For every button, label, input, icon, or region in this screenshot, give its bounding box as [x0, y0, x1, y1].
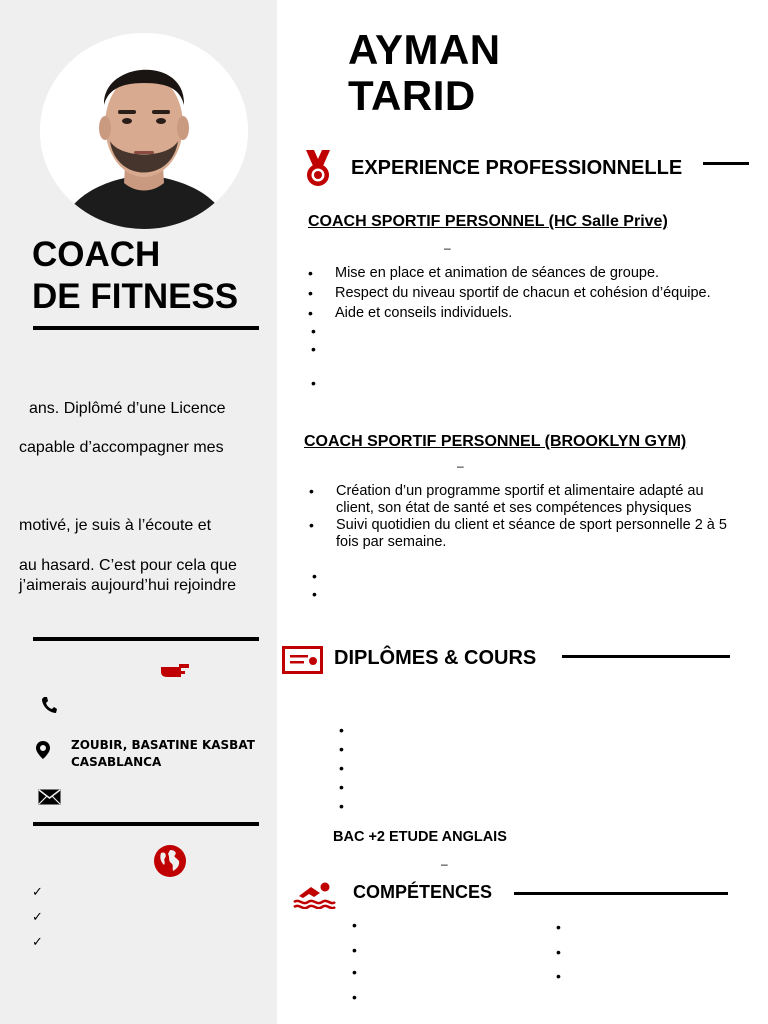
diplomas-section-title: DIPLÔMES & COURS: [334, 647, 537, 669]
diploma-dash: –: [441, 857, 448, 871]
job-2-bullets: [309, 483, 733, 551]
list-item: • Mise en place et animation de séances de groupe.: [308, 263, 748, 283]
phone-icon: [41, 696, 57, 714]
last-name: TARID: [348, 72, 476, 119]
check-mark: ✓: [32, 909, 43, 924]
job-title-line1: COACH: [32, 235, 161, 274]
empty-bullet: •: [312, 568, 317, 584]
about-line: motivé, je suis à l’écoute et: [19, 517, 212, 534]
empty-bullet: •: [556, 919, 561, 935]
diploma-icon: [282, 646, 323, 674]
profile-photo: [40, 33, 248, 229]
list-item: • Aide et conseils individuels.: [308, 303, 748, 323]
empty-bullet: •: [352, 964, 357, 980]
empty-bullet: •: [556, 944, 561, 960]
experience-title-rule: [703, 162, 749, 165]
location-pin-icon: [36, 741, 50, 759]
job-title: [32, 234, 238, 318]
empty-bullet: •: [339, 741, 344, 757]
about-line: ans. Diplômé d’une Licence: [29, 400, 226, 417]
contact-divider-bottom: [33, 822, 259, 826]
empty-bullet: •: [339, 798, 344, 814]
hand-pointing-icon: [159, 661, 191, 681]
full-name: [348, 27, 501, 119]
address-line1: ZOUBIR, BASATINE KASBAT: [71, 738, 255, 752]
skills-title-rule: [514, 892, 728, 895]
swimmer-icon: [293, 881, 336, 909]
empty-bullet: •: [312, 586, 317, 602]
skills-section-title: COMPÉTENCES: [353, 882, 493, 902]
medal-icon: [303, 149, 333, 188]
empty-bullet: •: [352, 917, 357, 933]
empty-bullet: •: [556, 968, 561, 984]
empty-bullet: •: [311, 341, 316, 357]
list-item: • Respect du niveau sportif de chacun et cohésion d’équipe.: [308, 283, 748, 303]
diploma-entry: BAC +2 ETUDE ANGLAIS: [333, 829, 507, 845]
first-name: AYMAN: [348, 26, 501, 73]
job-dash-2: –: [457, 459, 464, 473]
empty-bullet: •: [352, 942, 357, 958]
about-line: j’aimerais aujourd’hui rejoindre: [19, 577, 236, 594]
check-mark: ✓: [32, 884, 43, 899]
empty-bullet: •: [311, 375, 316, 391]
check-mark: ✓: [32, 934, 43, 949]
envelope-icon: [38, 789, 61, 805]
diplomas-title-rule: [562, 655, 730, 658]
job-dash-1: –: [444, 241, 451, 255]
empty-bullet: •: [339, 779, 344, 795]
empty-bullet: •: [339, 722, 344, 738]
experience-section-title: EXPERIENCE PROFESSIONNELLE: [351, 157, 683, 179]
empty-bullet: •: [352, 989, 357, 1005]
job-title-2: COACH SPORTIF PERSONNEL (BROOKLYN GYM): [304, 433, 687, 450]
address: [71, 737, 255, 771]
list-item: • Suivi quotidien du client et séance de sport personnelle 2 à 5 fois par semaine.: [309, 517, 733, 551]
job-title-1: COACH SPORTIF PERSONNEL (HC Salle Prive): [308, 213, 668, 230]
empty-bullet: •: [311, 323, 316, 339]
job-1-bullets: [308, 263, 748, 323]
empty-bullet: •: [339, 760, 344, 776]
title-divider: [33, 326, 259, 330]
job-title-line2: DE FITNESS: [32, 277, 239, 316]
list-item: • Création d’un programme sportif et alimentaire adapté au client, son état de santé et ses compétences physiques: [309, 483, 733, 517]
address-line2: CASABLANCA: [71, 755, 162, 769]
about-line: au hasard. C’est pour cela que: [19, 557, 237, 574]
globe-icon: [153, 844, 187, 878]
contact-divider-top: [33, 637, 259, 641]
about-line: capable d’accompagner mes: [19, 439, 224, 456]
